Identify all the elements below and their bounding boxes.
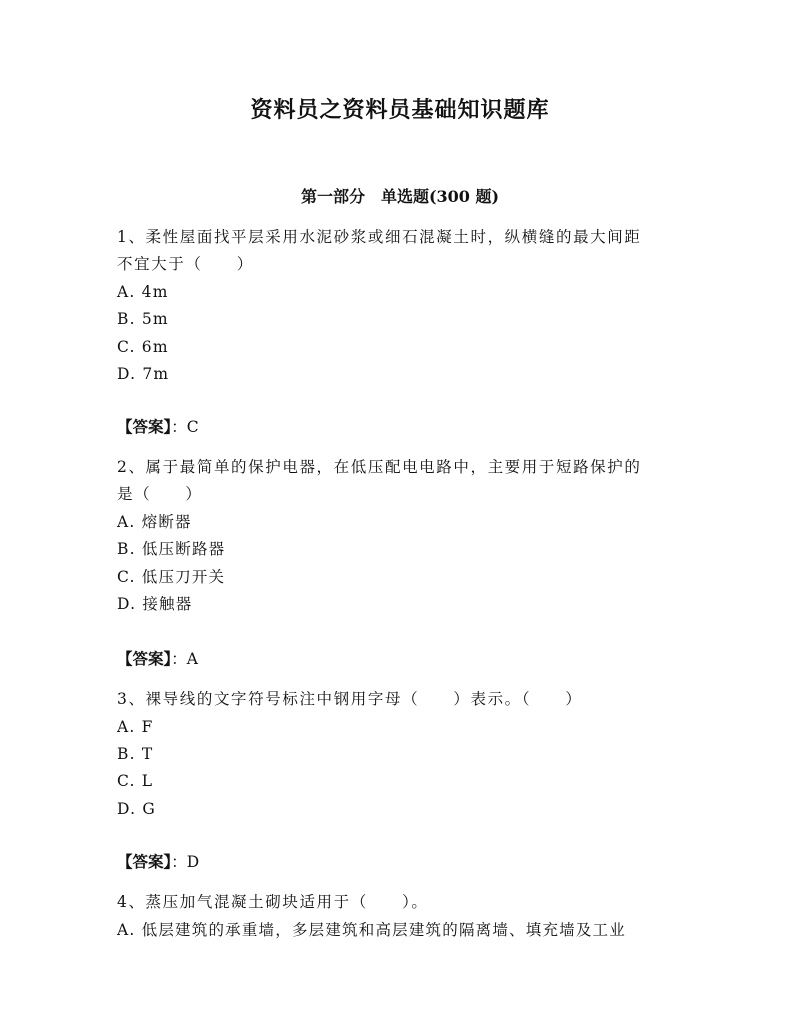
question-2-option-d: D. 接触器 (117, 595, 193, 613)
question-2-stem-line-1: 2、属于最简单的保护电器，在低压配电电路中，主要用于短路保护的 (117, 458, 642, 476)
question-2-answer (117, 649, 198, 669)
question-2-option-c: C. 低压刀开关 (117, 568, 226, 586)
question-4-option-a: A. 低层建筑的承重墙，多层建筑和高层建筑的隔离墙、填充墙及工业 (117, 921, 626, 939)
question-2-stem-line-2: 是（ ） (117, 485, 203, 503)
answer-label: 【答案】 (117, 649, 172, 668)
question-1-option-b: B. 5m (117, 310, 169, 328)
question-1-stem-line-1: 1、柔性屋面找平层采用水泥砂浆或细石混凝土时，纵横缝的最大间距 (117, 228, 642, 246)
answer-label: 【答案】 (117, 417, 172, 436)
answer-separator: ： (171, 650, 187, 668)
answer-value: C (186, 418, 199, 436)
question-3-answer (117, 852, 199, 872)
question-1-option-a: A. 4m (117, 283, 169, 301)
question-1-option-d: D. 7m (117, 365, 170, 383)
question-1-stem-line-2: 不宜大于（ ） (117, 255, 254, 273)
answer-label: 【答案】 (117, 852, 172, 871)
section-title: 第一部分 单选题(300 题) (300, 187, 500, 206)
answer-separator: ： (171, 418, 187, 436)
answer-value: D (186, 853, 200, 871)
question-1-answer (117, 417, 199, 437)
question-3-option-d: D. G (117, 800, 156, 818)
question-1-option-c: C. 6m (117, 338, 169, 356)
question-4-stem-line-1: 4、蒸压加气混凝土砌块适用于（ ）。 (117, 893, 429, 911)
answer-separator: ： (171, 853, 187, 871)
document-title: 资料员之资料员基础知识题库 (250, 97, 550, 123)
question-3-option-b: B. T (117, 745, 154, 763)
question-2-option-a: A. 熔断器 (117, 513, 192, 531)
question-2-option-b: B. 低压断路器 (117, 540, 226, 558)
question-3-stem-line-1: 3、裸导线的文字符号标注中钢用字母（ ）表示。（ ） (117, 690, 583, 708)
question-3-option-c: C. L (117, 772, 154, 790)
answer-value: A (186, 650, 198, 668)
question-3-option-a: A. F (117, 718, 154, 736)
